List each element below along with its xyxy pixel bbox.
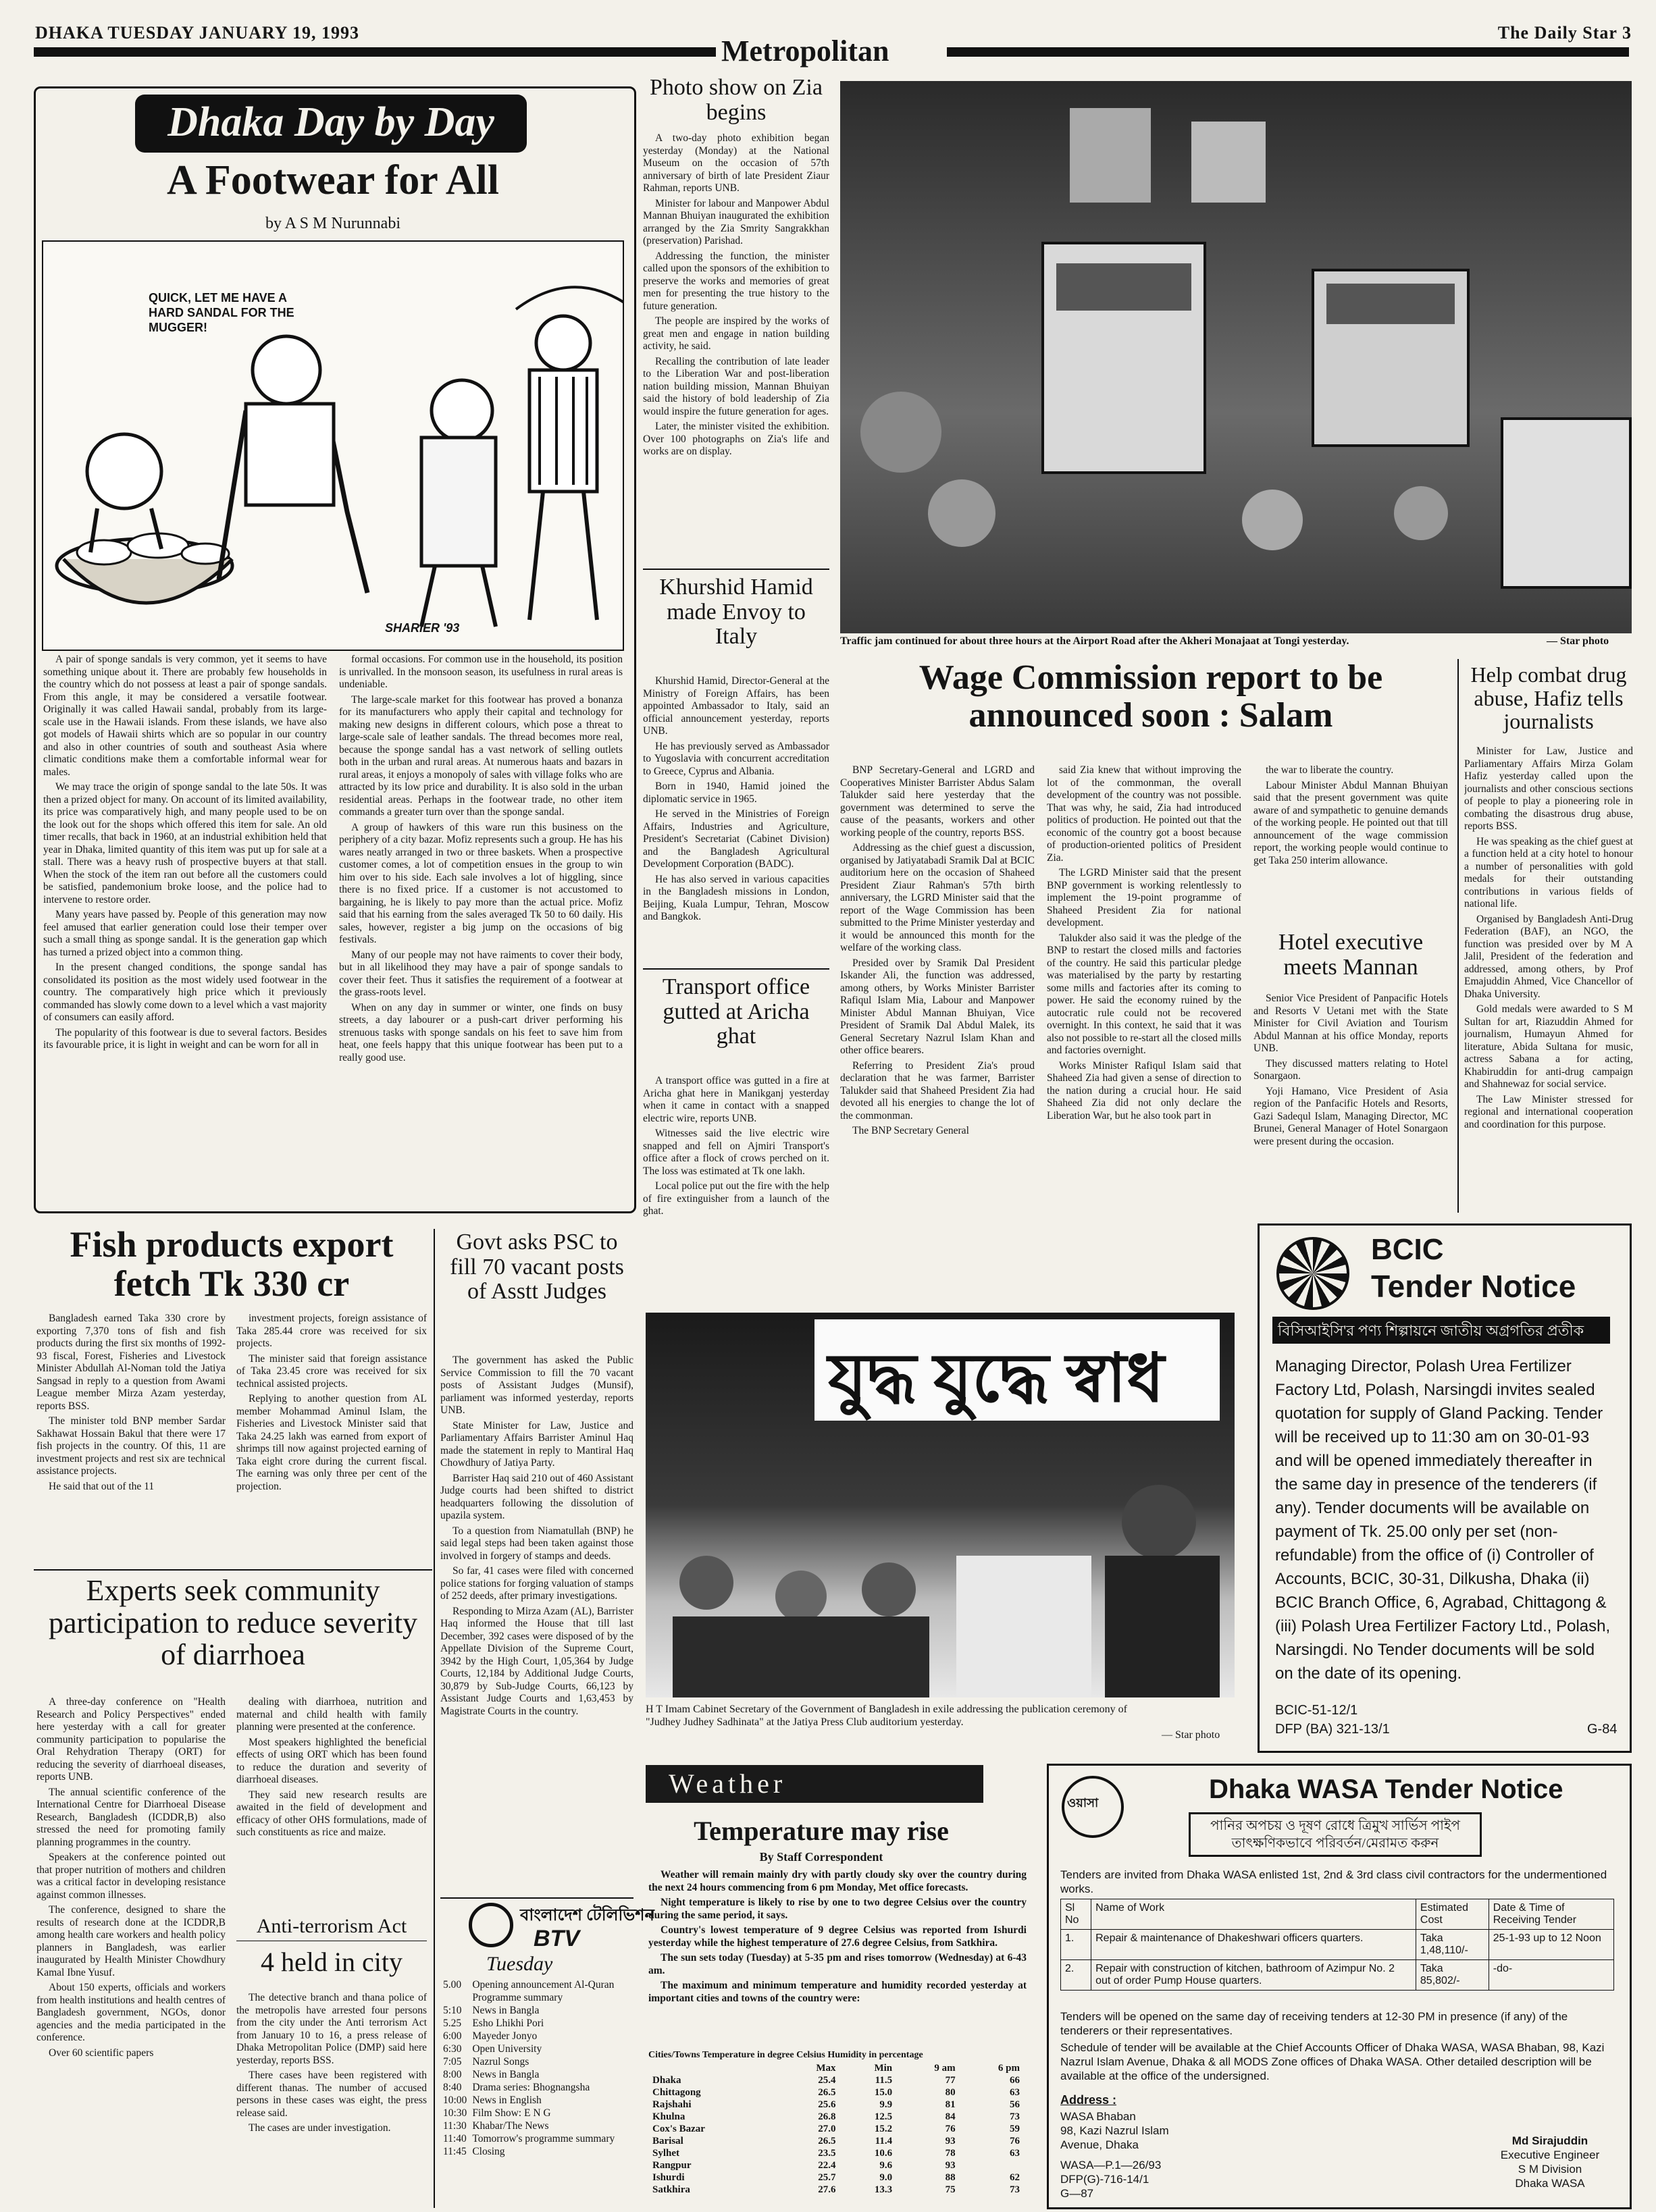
paragraph: Gold medals were awarded to S M Sultan for art, Riazuddin Ahmed for journalism, Humayun Ahmed for literature, Abida Sultana for music, actress Sabana a for acting, Khabiruddin for anti-drug campaign and Shahnewaz for social service. xyxy=(1464,1003,1633,1090)
paragraph: A two-day photo exhibition began yesterday (Monday) at the National Museum on the occasion of 57th anniversary of birth of late President Ziaur Rahman, reports UNB. xyxy=(643,132,829,194)
divider xyxy=(643,968,829,970)
wasa-note-1: Tenders will be opened on the same day of receiving tenders at 12-30 PM in presence (if any) of the tenderers or their representatives. xyxy=(1060,2010,1568,2037)
paragraph: The popularity of this footwear is due to several factors. Besides its favourable price, it is light in weight and can be worn for all in xyxy=(43,1026,327,1051)
cartoonist-signature: SHARIER '93 xyxy=(385,621,460,635)
column-divider xyxy=(1457,659,1459,1213)
section-title: Metropolitan xyxy=(721,34,889,68)
btv-schedule-row xyxy=(440,2068,633,2081)
wasa-note-2: Schedule of tender will be available at the Chief Accounts Officer of Dhaka WASA, WASA Bhaban, 98, Kazi Nazrul Islam Avenue, Dhaka & all MODS Zone offices of Dhaka WASA. Other detailed description will be available at the office of the undersigned. xyxy=(1060,2041,1605,2082)
wasa-column-header: Estimated Cost xyxy=(1416,1899,1489,1930)
paragraph: They discussed matters relating to Hotel Sonargaon. xyxy=(1253,1057,1448,1082)
btv-logo-icon xyxy=(469,1903,513,1947)
paragraph: He said that out of the 11 xyxy=(49,1480,155,1492)
paragraph: Most speakers highlighted the beneficial effects of using ORT which has been found to reduce the duration and severity of diarrhoeal diseases. xyxy=(236,1736,427,1785)
weather-city: Cox's Bazar xyxy=(652,2124,705,2134)
wasa-column-header: Name of Work xyxy=(1091,1899,1416,1930)
weather-value: 9.6 xyxy=(879,2160,893,2171)
btv-time: 10:00 xyxy=(443,2095,467,2106)
weather-row xyxy=(648,2086,1024,2099)
paragraph: About 150 experts, officials and workers from health institutions and health centres of Bangladesh government, NGOs, donor agencies and the media participated in the conference. xyxy=(36,1982,226,2043)
btv-time: 6:00 xyxy=(443,2030,462,2042)
weather-value: 13.3 xyxy=(874,2184,893,2195)
address-line: Avenue, Dhaka xyxy=(1060,2138,1139,2151)
paragraph: Over 60 scientific papers xyxy=(49,2047,154,2059)
experts-col-1 xyxy=(36,1696,226,2205)
footwear-headline: A Footwear for All xyxy=(167,157,499,203)
weather-value: 80 xyxy=(945,2087,956,2098)
paragraph: A group of hawkers of this ware run this business on the periphery of a city bazar. Mofiz represents such a group. He has his wares neatly arranged in two or three baskets. When a prospective customer comes, a lot of competition ensues in the group to win him over to his side. Each sale involves a lot of higgling, since there is no fixed price. If a customer is not accustomed to bargaining, he is likely to pay more than the actual price. Mofiz said that his earning from the sales averaged Tk 50 to 60 daily. His sales, however, register a big jump on the occasions of big festivals. xyxy=(339,821,623,945)
paragraph: Barrister Haq said 210 out of 460 Assistant Judge courts had been shifted to district headquarters following the dissolution of upazila system. xyxy=(440,1472,633,1521)
wage-col-2 xyxy=(1047,764,1241,1305)
paragraph: The cases are under investigation. xyxy=(249,2122,391,2134)
weather-city: Dhaka xyxy=(652,2075,681,2086)
wage-col-3 xyxy=(1253,764,1448,924)
traffic-jam-photo xyxy=(840,81,1632,633)
photo-credit: — Star photo xyxy=(1547,635,1609,647)
weather-banner-label: Weather xyxy=(669,1768,787,1799)
weather-value: 9.9 xyxy=(879,2099,893,2110)
paragraph: The large-scale market for this footwear has proved a bonanza for its manufacturers who apply their capital and technology for making new designs in different colours, which pose a threat to large-scale sale of leather sandals. The thread becomes more real, because the sponge sandal has a vast network of selling outlets both in the urban and rural areas. At numerous haats and bazars in rural areas, it enjoys a monopoly of sales with village folks who are attracted by its low price and durability. It is also sold in the urban residential areas. Perhaps in the footwear trade, no other item commands a greater turn over than the sponge sandal. xyxy=(339,693,623,818)
btv-programme: Drama series: Bhognangsha xyxy=(472,2082,590,2093)
byline: by A S M Nurunnabi xyxy=(265,215,400,232)
btv-schedule-row xyxy=(440,2030,633,2043)
imam-photo-shapes xyxy=(646,1313,1235,1697)
paragraph: A pair of sponge sandals is very common, yet it seems to have something unique about it. There are probably few households in the country which do not possess at least a pair of sponge sandals. From this angle, it may be considered a versatile footwear. Originally it was called Hawaii sandal, probably from its large-scale use in the Hawaii islands. From these islands, we have also got models of Hawaii shirts which are so popular in our country and also in other countries of south and southeast Asia where climatic conditions make them a comfortable informal wear for males. xyxy=(43,654,327,778)
btv-time: 10:30 xyxy=(443,2107,467,2119)
footwear-col-1 xyxy=(43,654,327,1202)
khurshid-story xyxy=(643,675,829,963)
paragraph: dealing with diarrhoea, nutrition and maternal and child health with family planning were presented at the conference. xyxy=(236,1696,427,1733)
btv-programme: Khabar/The News xyxy=(472,2120,549,2132)
paragraph: Yoji Hamano, Vice President of Asia region of the Panfacific Hotels and Resorts, Gazi Sadequl Islam, Managing Director, MC Brunei, General Manager of Hotel Sonargaon were present during the occasion. xyxy=(1253,1085,1448,1147)
paragraph: Addressing the function, the minister called upon the sponsors of the exhibition to preserve the works and memories of great men for presenting the true history to the future generation. xyxy=(643,250,829,312)
paragraph: Many of our people may not have raiments to cover their body, but in all likelihood they may have a pair of sponge sandals to cover their feet. Thus it satisfies the requirement of a footwear at the grass-roots level. xyxy=(339,949,623,998)
address-line: WASA Bhaban xyxy=(1060,2110,1136,2123)
hotel-headline: Hotel executive meets Mannan xyxy=(1278,930,1424,980)
btv-schedule-row xyxy=(440,2107,633,2119)
btv-programme: Film Show: E N G xyxy=(472,2107,551,2119)
paragraph: The maximum and minimum temperature and humidity recorded yesterday at important cities and towns of the country were: xyxy=(648,1980,1027,2004)
weather-city: Chittagong xyxy=(652,2087,701,2098)
paragraph: Responding to Mirza Azam (AL), Barrister Haq informed the House that till last December, 392 cases were disposed of by the Appellate Division of the Supreme Court, 3942 by the High Court, 1,05,364 by Judge Courts, 12,184 by Additional Judge Courts, 30,879 by Sub-Judge Courts, 66,123 by Assistant Judge Courts and 1,63,453 by Magistrate Courts in the country. xyxy=(440,1605,633,1717)
paragraph: said Zia knew that without improving the lot of the commonman, the overall development of the country was not possible. That was why, he said, Zia had introduced politics of production. He pointed out that the economic of the country got a boost because of production-oriented politics of President Zia. xyxy=(1047,764,1241,864)
bcic-title: BCIC xyxy=(1371,1233,1444,1266)
column-divider xyxy=(434,1229,435,2208)
paragraph: Talukder also said it was the pledge of the BNP to restart the closed mills and factories of the country. He said this particular pledge was materialised by the party by restarting some mills and factories after its coming to power. He said the economy ruined by the autocratic rule could not be recovered overnight. In this context, he said that it was also not possible to re-start all the closed mills and factories overnight. xyxy=(1047,932,1241,1056)
zia-headline: Photo show on Zia begins xyxy=(650,75,823,125)
paragraph: Referring to President Zia's proud declaration that he was farmer, Barrister Talukder said that Shaheed President Zia had devoted all his energies to change the lot of the commonman. xyxy=(840,1059,1035,1122)
traffic-caption: Traffic jam continued for about three hours at the Airport Road after the Akheri Monajaat at Tongi yesterday. xyxy=(840,635,1349,647)
khurshid-headline: Khurshid Hamid made Envoy to Italy xyxy=(659,575,813,650)
wasa-intro: Tenders are invited from Dhaka WASA enlisted 1st, 2nd & 3rd class civil contractors for the undermentioned works. xyxy=(1060,1868,1607,1895)
btv-time: 11:30 xyxy=(443,2120,467,2132)
wasa-cell: -do- xyxy=(1489,1960,1613,1991)
paragraph: Addressing as the chief guest a discussion, organised by Jatiyatabadi Sramik Dal at BCIC auditorium here on the occasion of Shaheed President Ziaur Rahman's 57th birth anniversary, the LGRD Minister said that the report of the Wage Commission has been submitted to the Prime Minister yesterday and it would be announced this month for the welfare of the working class. xyxy=(840,842,1035,953)
wasa-column-header: Date & Time of Receiving Tender xyxy=(1489,1899,1613,1930)
weather-value: 25.6 xyxy=(818,2099,836,2110)
btv-programme: News in English xyxy=(472,2095,542,2106)
weather-city: Rajshahi xyxy=(652,2099,692,2110)
weather-value: 11.5 xyxy=(875,2075,893,2086)
paragraph: A transport office was gutted in a fire at Aricha ghat here in Manikganj yesterday when it came in contact with a snapped electric wire, reports UNB. xyxy=(643,1075,829,1124)
btv-schedule-row xyxy=(440,2094,633,2107)
weather-value: 27.0 xyxy=(818,2124,836,2134)
ref-line: G—87 xyxy=(1060,2187,1094,2200)
wage-headline: Wage Commission report to be announced soon : Salam xyxy=(918,658,1383,735)
paragraph: The people are inspired by the works of great men and engage in nation building activity, he said. xyxy=(643,315,829,352)
paragraph: Minister for Law, Justice and Parliamentary Affairs Mirza Golam Hafiz yesterday called upon the journalists and other conscious sections of people to play a pioneering role in combating the disastrous drug abuse, reports BSS. xyxy=(1464,745,1633,832)
bcic-body: Managing Director, Polash Urea Fertilizer Factory Ltd, Polash, Narsingdi invites sealed quotation for supply of Gland Packing. Tender will be received up to 11:30 am on 30-01-93 and will be opened immediately thereafter in the same day in presence of the tenderers (if any). Tender documents will be available on payment of Tk. 25.00 only per set (non-refundable) from the office of (i) Controller of Accounts, BCIC, 30-31, Dilkusha, Dhaka (ii) BCIC Branch Office, 6, Agrabad, Chittagong & (iii) Polash Urea Fertilizer Factory Ltd., Polash, Narsingdi. No Tender documents will be sold on the date of its opening. xyxy=(1275,1357,1611,1683)
weather-value: 25.7 xyxy=(818,2172,836,2183)
btv-time: 5.00 xyxy=(443,1979,462,1991)
weather-column-header: Min xyxy=(874,2063,893,2074)
weather-column-header: 9 am xyxy=(934,2063,956,2074)
experts-col-2 xyxy=(236,1696,427,1899)
weather-row xyxy=(648,2099,1024,2111)
btv-programme: Esho Lhikhi Pori xyxy=(472,2018,544,2029)
wasa-signer xyxy=(1486,2134,1614,2190)
paragraph: The Law Minister stressed for regional and international cooperation and coordination for this purpose. xyxy=(1464,1093,1633,1130)
btv-day: Tuesday xyxy=(486,1953,553,1975)
btv-schedule-row xyxy=(440,2119,633,2132)
paragraph: investment projects, foreign assistance of Taka 285.44 crore was received for six projects. xyxy=(236,1313,427,1349)
paragraph: Organised by Bangladesh Anti-Drug Federation (BAF), an NGO, the function was presided over by M A Jalil, President of the federation and addressed, among others, by Prof Emajuddin Ahmed, Vice Chancellor of Dhaka University. xyxy=(1464,913,1633,1000)
wasa-cell: Repair & maintenance of Dhakeshwari officers quarters. xyxy=(1091,1930,1416,1960)
antiterror-kicker: Anti-terrorism Act xyxy=(256,1915,407,1937)
bcic-slogan: বিসিআইসি'র পণ্য শিল্পায়নে জাতীয় অগ্রগতির প্রতীক xyxy=(1278,1322,1584,1339)
weather-value: 15.0 xyxy=(874,2087,893,2098)
paragraph: Later, the minister visited the exhibition. Over 100 photographs on Zia's life and works are on display. xyxy=(643,421,829,457)
btv-time: 5:10 xyxy=(443,2005,462,2016)
weather-value xyxy=(960,2159,1024,2171)
btv-programme: Closing xyxy=(472,2146,505,2157)
address-line: 98, Kazi Nazrul Islam xyxy=(1060,2124,1169,2137)
traffic-photo-shapes xyxy=(840,81,1632,633)
btv-time: 5.25 xyxy=(443,2018,462,2029)
btv-time: 7:05 xyxy=(443,2056,462,2068)
zia-story xyxy=(643,132,829,564)
paragraph: He has previously served as Ambassador to Yugoslavia with concurrent accreditation to Greece, Cyprus and Albania. xyxy=(643,740,829,777)
divider xyxy=(440,1897,633,1899)
weather-city: Sylhet xyxy=(652,2148,680,2159)
weather-value: 23.5 xyxy=(818,2148,836,2159)
paragraph: Senior Vice President of Panpacific Hotels and Resorts V Uetani met with the State Minister for Civil Aviation and Tourism Abdul Mannan at his office Monday, reports UNB. xyxy=(1253,993,1448,1054)
paragraph: Bangladesh earned Taka 330 crore by exporting 7,370 tons of fish and fish products during the first six months of 1992-93 fiscal, Forest, Fisheries and Livestock Minister Abdullah Al-Noman told the Jatiya Sangsad in reply to a question from Awami League member Mirza Azam yesterday, reports BSS. xyxy=(36,1313,226,1412)
weather-value: 11.4 xyxy=(875,2136,893,2147)
btv-schedule-row xyxy=(440,1978,633,2004)
hotel-story xyxy=(1253,993,1448,1215)
paragraph: They said new research results are awaited in the field of development and efficacy of other OHS formulations, made of such constituents as rice and maize. xyxy=(236,1789,427,1838)
divider xyxy=(34,1569,432,1571)
wasa-cell: Repair with construction of kitchen, bathroom of Azimpur No. 2 out of order Pump House quarters. xyxy=(1091,1960,1416,1991)
bcic-subtitle: Tender Notice xyxy=(1371,1269,1576,1304)
btv-time: 11:40 xyxy=(443,2133,467,2144)
paragraph: Khurshid Hamid, Director-General at the Ministry of Foreign Affairs, has been appointed Ambassador to Italy, said an official announcement yesterday, reports UNB. xyxy=(643,675,829,737)
imam-caption: H T Imam Cabinet Secretary of the Government of Bangladesh in exile addressing the publication ceremony of "Judhey Judhey Sadhinata" at the Jatiya Press Club auditorium yesterday. xyxy=(646,1704,1127,1728)
weather-city: Ishurdi xyxy=(652,2172,685,2183)
btv-schedule-row xyxy=(440,2043,633,2055)
fish-headline: Fish products export fetch Tk 330 cr xyxy=(70,1224,394,1305)
weather-value: 78 xyxy=(945,2148,956,2159)
drug-headline: Help combat drug abuse, Hafiz tells journalists xyxy=(1470,662,1627,734)
weather-value: 88 xyxy=(945,2172,956,2183)
paragraph: In the present changed conditions, the sponge sandal has consolidated its position as the most widely used footwear in the country. The comparatively high price which it previously commanded has slowly come down to a level which a vast majority of consumers can easily afford. xyxy=(43,962,327,1023)
paragraph: The detective branch and thana police of the metropolis have arrested four persons from the city under the Anti terrorism Act from January 10 to 16, a press release of Dhaka Metropolitan Police (DMP) said here yesterday, reports BSS. xyxy=(236,1992,427,2066)
signer-division: S M Division xyxy=(1518,2163,1582,2176)
wage-col-1 xyxy=(840,764,1035,1305)
wasa-works-table xyxy=(1060,1899,1614,1991)
weather-value: 63 xyxy=(1010,2087,1020,2098)
paragraph: Many years have passed by. People of this generation may now feel amused that earlier generation could lose their temper over such a small thing as sponge sandal. It is the generation gap which has turned a prized object into a common thing. xyxy=(43,909,327,958)
weather-city: Khulna xyxy=(652,2111,685,2122)
weather-table-title: Cities/Towns Temperature in degree Celsius Humidity in percentage xyxy=(648,2050,923,2060)
paragraph: The LGRD Minister said that the present BNP government is working relentlessly to implement the 19-point programme of Shaheed President Zia for national development. xyxy=(1047,867,1241,928)
paragraph: The minister told BNP member Sardar Sakhawat Hossain Bakul that there were 17 fish projects in the country. Of this, 11 are investment projects and rest six are technical assistance projects. xyxy=(36,1415,226,1477)
wasa-logo-text: ওয়াসা xyxy=(1067,1796,1099,1810)
paragraph: Weather will remain mainly dry with partly cloudy sky over the country during the next 24 hours commencing from 6 pm Monday, Met office forecasts. xyxy=(648,1869,1027,1893)
btv-programme: Nazrul Songs xyxy=(472,2056,529,2068)
transport-headline: Transport office gutted at Aricha ghat xyxy=(662,974,810,1049)
btv-programme: Mayeder Jonyo xyxy=(472,2030,538,2042)
wasa-table-row xyxy=(1061,1930,1614,1960)
weather-city: Rangpur xyxy=(652,2160,692,2171)
weather-table xyxy=(648,2062,1024,2196)
paragraph: A three-day conference on "Health Research and Policy Perspectives" ended here yesterday with a call for greater community participation to popularise the Oral Rehydration Therapy (ORT) for reducing the severity of diarrhoeal diseases, reports UNB. xyxy=(36,1696,226,1783)
signer-name: Md Sirajuddin xyxy=(1511,2134,1588,2147)
weather-value: 93 xyxy=(945,2136,956,2147)
btv-bangla-name: বাংলাদেশ টেলিভিশন xyxy=(520,1907,654,1924)
weather-column-header: Max xyxy=(816,2063,836,2074)
paragraph: The minister said that foreign assistance of Taka 23.45 crore was received for six technical assisted projects. xyxy=(236,1352,427,1390)
wasa-cell: Taka 85,802/- xyxy=(1416,1960,1489,1991)
wasa-refs xyxy=(1060,2158,1161,2201)
fish-col-1 xyxy=(36,1313,226,1566)
weather-row xyxy=(648,2123,1024,2135)
btv-time: 8:40 xyxy=(443,2082,462,2093)
btv-programme: Open University xyxy=(472,2043,542,2055)
paragraph: Replying to another question from AL member Mohammad Aminul Islam, the Fisheries and Livestock Minister said that Taka 24.25 lakh was earned from export of shrimps till now against projected earning of Taka eight crore during the current fiscal. The earning was only three per cent of the projection. xyxy=(236,1393,427,1492)
weather-story xyxy=(648,1869,1027,2051)
paragraph: Works Minister Rafiqul Islam said that Shaheed Zia had given a sense of direction to the nation during a crucial hour. He said Shaheed Zia did not only declare the Liberation War, but he also took part in xyxy=(1047,1059,1241,1122)
paragraph: The conference, designed to share the results of research done at the ICDDR,B among health care workers and health policy planners in Bangladesh, was earlier inaugurated by Health Minister Chowdhury Kamal Ibne Yusuf. xyxy=(36,1904,226,1978)
antiterror-headline: 4 held in city xyxy=(261,1947,403,1977)
weather-value: 93 xyxy=(945,2160,956,2171)
bcic-ref-2: DFP (BA) 321-13/1 xyxy=(1275,1722,1390,1737)
weather-value: 76 xyxy=(1010,2136,1020,2147)
weather-value: 76 xyxy=(945,2124,956,2134)
wasa-title: Dhaka WASA Tender Notice xyxy=(1209,1774,1563,1804)
series-title: Dhaka Day by Day xyxy=(167,99,494,145)
weather-value: 25.4 xyxy=(818,2075,836,2086)
weather-value: 84 xyxy=(945,2111,956,2122)
masthead-rule-right xyxy=(947,47,1629,57)
weather-column-header: 6 pm xyxy=(998,2063,1020,2074)
btv-schedule-row xyxy=(440,2017,633,2030)
weather-value: 15.2 xyxy=(874,2124,893,2134)
paragraph: Country's lowest temperature of 9 degree Celsius was reported from Ishurdi yesterday while the highest temperature of 27.6 degree Celsius, from Satkhira. xyxy=(648,1924,1027,1949)
paragraph: There cases have been registered with different thanas. The number of accused persons in these cases was eight, the press release said. xyxy=(236,2070,427,2119)
bcic-code: G-84 xyxy=(1587,1722,1618,1737)
weather-value: 75 xyxy=(945,2184,956,2195)
paragraph: He has also served in various capacities in the Bangladesh missions in London, Beijing, Kuala Lumpur, Tehran, Moscow and Bangkok. xyxy=(643,873,829,922)
weather-value: 56 xyxy=(1010,2099,1020,2110)
paragraph: State Minister for Law, Justice and Parliamentary Affairs Barrister Aminul Haq made the statement in reply to Mantiral Haq Chowdhury of Jatiya Party. xyxy=(440,1419,633,1469)
weather-column-header xyxy=(648,2062,779,2074)
btv-time: 11:45 xyxy=(443,2146,467,2157)
btv-programme: Tomorrow's programme summary xyxy=(472,2133,615,2144)
weather-value: 27.6 xyxy=(818,2184,836,2195)
paragraph: He served in the Ministries of Foreign Affairs, Industries and Agriculture, President's Secretariat (Cabinet Division) and the Bangladesh Agricultural Development Corporation (BADC). xyxy=(643,808,829,870)
paragraph: BNP Secretary-General and LGRD and Cooperatives Minister Barrister Abdus Salam Talukder said here yesterday that the government was determined to serve the cause of the peasants, workers and other working people of the country, reports BSS. xyxy=(840,764,1035,839)
weather-value: 73 xyxy=(1010,2184,1020,2195)
paragraph: To a question from Niamatullah (BNP) he said legal steps had been taken against those involved in forgery of stamps and deeds. xyxy=(440,1525,633,1562)
signer-title: Executive Engineer xyxy=(1500,2149,1600,2161)
paragraph: Speakers at the conference pointed out that proper nutrition of mothers and children was a critical factor in developing resistance against common illnesses. xyxy=(36,1851,226,1901)
weather-value: 59 xyxy=(1010,2124,1020,2134)
photo-banner-text: যুদ্ধ যুদ্ধে স্বাধ xyxy=(828,1341,1164,1416)
paragraph: The government has asked the Public Service Commission to fill the 70 vacant posts of Assistant Judges (Munsif), parliament was informed yesterday, reports UNB. xyxy=(440,1354,633,1416)
cartoon-speech-bubble: QUICK, LET ME HAVE A HARD SANDAL FOR THE MUGGER! xyxy=(149,291,294,334)
wasa-cell: 2. xyxy=(1061,1960,1091,1991)
btv-schedule-row xyxy=(440,2055,633,2068)
btv-programme: News in Bangla xyxy=(472,2005,540,2016)
weather-row xyxy=(648,2184,1024,2196)
paragraph: He was speaking as the chief guest at a function held at a city hotel to honour a number of personalities with gold medals for their outstanding contributions in various fields of national life. xyxy=(1464,835,1633,910)
weather-value: 77 xyxy=(945,2075,956,2086)
btv-programme: News in Bangla xyxy=(472,2069,540,2080)
weather-value: 62 xyxy=(1010,2172,1020,2183)
paragraph: When on any day in summer or winter, one finds on busy streets, a day labourer or a push-cart driver performing his strenuous tasks with sponge sandals on his feet to save him from heat, one feels happy that this unique footwear has been put to a really good use. xyxy=(339,1001,623,1063)
btv-schedule-row xyxy=(440,2004,633,2017)
weather-value: 66 xyxy=(1010,2075,1020,2086)
transport-story xyxy=(643,1075,829,1305)
weather-row xyxy=(648,2159,1024,2171)
weather-value: 81 xyxy=(945,2099,956,2110)
paper-name: The Daily Star 3 xyxy=(1497,23,1632,43)
ref-line: WASA—P.1—26/93 xyxy=(1060,2159,1162,2171)
paragraph: Local police put out the fire with the help of fire extinguisher from a launch of the ghat. xyxy=(643,1180,829,1217)
btv-programme: Opening announcement Al-Quran Programme summary xyxy=(472,1979,615,2003)
photo-credit: — Star photo xyxy=(1162,1729,1220,1741)
btv-time: 8:00 xyxy=(443,2069,462,2080)
cartoon-panel xyxy=(42,240,624,651)
weather-value: 22.4 xyxy=(818,2160,836,2171)
experts-headline: Experts seek community participation to reduce severity of diarrhoea xyxy=(48,1574,418,1672)
paragraph: The sun sets today (Tuesday) at 5-35 pm and rises tomorrow (Wednesday) at 6-43 am. xyxy=(648,1952,1027,1976)
paragraph: the war to liberate the country. xyxy=(1266,764,1394,776)
imam-photo xyxy=(646,1313,1235,1697)
weather-value: 10.6 xyxy=(874,2148,893,2159)
paragraph: formal occasions. For common use in the household, its position is unrivalled. In the monsoon season, its usefulness in rural areas is undeniable. xyxy=(339,654,623,690)
paragraph: Born in 1940, Hamid joined the diplomatic service in 1965. xyxy=(643,781,829,805)
cartoon-illustration xyxy=(43,242,623,650)
weather-row xyxy=(648,2147,1024,2159)
masthead-rule-left xyxy=(34,47,716,57)
wasa-column-header: Sl No xyxy=(1061,1899,1091,1930)
weather-value: 9.0 xyxy=(879,2172,893,2183)
btv-schedule xyxy=(440,1978,633,2158)
wasa-address-label: Address : xyxy=(1060,2093,1117,2107)
btv-time: 6:30 xyxy=(443,2043,462,2055)
paragraph: Night temperature is likely to rise by one to two degree Celsius over the country during the same period, it says. xyxy=(648,1897,1027,1921)
paragraph: Presided over by Sramik Dal President Iskander Ali, the function was addressed, among others, by Works Minister Barrister Rafiqul Islam Mia, Labour and Manpower Minister Abdul Mannan Bhuiyan, Vice President of Sramik Dal Abdul Malek, its General Secretary Nazrul Islam Khan and other office bearers. xyxy=(840,957,1035,1056)
weather-row xyxy=(648,2074,1024,2086)
paragraph: Recalling the contribution of late leader to the Liberation War and post-liberation nation building mission, Mannan Bhuiyan said the history of bold leadership of Zia would inspire the future generation for ages. xyxy=(643,355,829,417)
paragraph: Minister for labour and Manpower Abdul Mannan Bhuiyan inaugurated the exhibition arranged by the Zia Smrity Sangrakkhan (preservation) Parishad. xyxy=(643,197,829,246)
bcic-ref-1: BCIC-51-12/1 xyxy=(1275,1703,1358,1718)
wasa-slogan: পানির অপচয় ও দূষণ রোধে ত্রিমুখ সার্ভিস পাইপ তাৎক্ষণিকভাবে পরিবর্তন/মেরামত করুন xyxy=(1189,1812,1482,1857)
btv-schedule-row xyxy=(440,2145,633,2158)
weather-byline: By Staff Correspondent xyxy=(759,1850,883,1864)
antiterror-story xyxy=(236,1992,427,2205)
fish-col-2 xyxy=(236,1313,427,1566)
btv-logo: BTV xyxy=(534,1926,579,1951)
weather-value: 26.5 xyxy=(818,2136,836,2147)
paragraph: So far, 41 cases were filed with concerned police stations for forging valuation of stamps of 252 deeds, after primary investigations. xyxy=(440,1565,633,1602)
wasa-address xyxy=(1060,2109,1169,2152)
weather-value: 12.5 xyxy=(874,2111,893,2122)
btv-schedule-row xyxy=(440,2132,633,2145)
weather-value: 26.5 xyxy=(818,2087,836,2098)
drug-story xyxy=(1464,745,1633,1211)
weather-value: 73 xyxy=(1010,2111,1020,2122)
ref-line: DFP(G)-716-14/1 xyxy=(1060,2173,1149,2186)
weather-headline: Temperature may rise xyxy=(694,1816,949,1846)
paragraph: The BNP Secretary General xyxy=(852,1125,969,1136)
weather-city: Barisal xyxy=(652,2136,683,2147)
paragraph: We may trace the origin of sponge sandal to the late 50s. It was then a prized object for many. On account of its limited availability, its price was comparatively high, and many people used to be on the look out for the shops which offered this item for sale. An old timer recalls, that back in 1960, at an industrial exhibition held that year in Dhaka, limited quantity of this item was put up for sale at a stall. There was a heavy rush of prospective buyers at that stall. When the stock of the item ran out before all the customers could be satisfied, pandemonium broke loose, and the police had to intervene to restore order. xyxy=(43,781,327,905)
weather-row xyxy=(648,2171,1024,2184)
weather-row xyxy=(648,2111,1024,2123)
paragraph: Witnesses said the live electric wire snapped and fell on Ajmiri Transport's office after a flock of crows perched on it. The loss was estimated at Tk one lakh. xyxy=(643,1128,829,1177)
btv-schedule-row xyxy=(440,2081,633,2094)
bcic-logo-icon xyxy=(1276,1237,1349,1310)
signer-org: Dhaka WASA xyxy=(1515,2177,1585,2190)
weather-row xyxy=(648,2135,1024,2147)
paragraph: Labour Minister Abdul Mannan Bhuiyan said that the present government was quite aware of and sympathetic to genuine demands of the working people. He pointed out that till announcement of the wage commission report, the working people would continue to get Taka 250 interim allowance. xyxy=(1253,779,1448,866)
wasa-table-row xyxy=(1061,1960,1614,1991)
psc-headline: Govt asks PSC to fill 70 vacant posts of Asstt Judges xyxy=(450,1230,624,1305)
wasa-cell: Taka 1,48,110/- xyxy=(1416,1930,1489,1960)
weather-value: 63 xyxy=(1010,2148,1020,2159)
paragraph: The annual scientific conference of the International Centre for Diarrhoeal Disease Research, Bangladesh (ICDDR,B) also stressed the need for promoting family planning programmes in the country. xyxy=(36,1786,226,1848)
weather-value: 26.8 xyxy=(818,2111,836,2122)
psc-story xyxy=(440,1354,633,1895)
wasa-cell: 25-1-93 up to 12 Noon xyxy=(1489,1930,1613,1960)
wasa-cell: 1. xyxy=(1061,1930,1091,1960)
footwear-col-2 xyxy=(339,654,623,1202)
weather-city: Satkhira xyxy=(652,2184,690,2195)
divider xyxy=(643,569,829,570)
dateline: DHAKA TUESDAY JANUARY 19, 1993 xyxy=(35,23,360,43)
